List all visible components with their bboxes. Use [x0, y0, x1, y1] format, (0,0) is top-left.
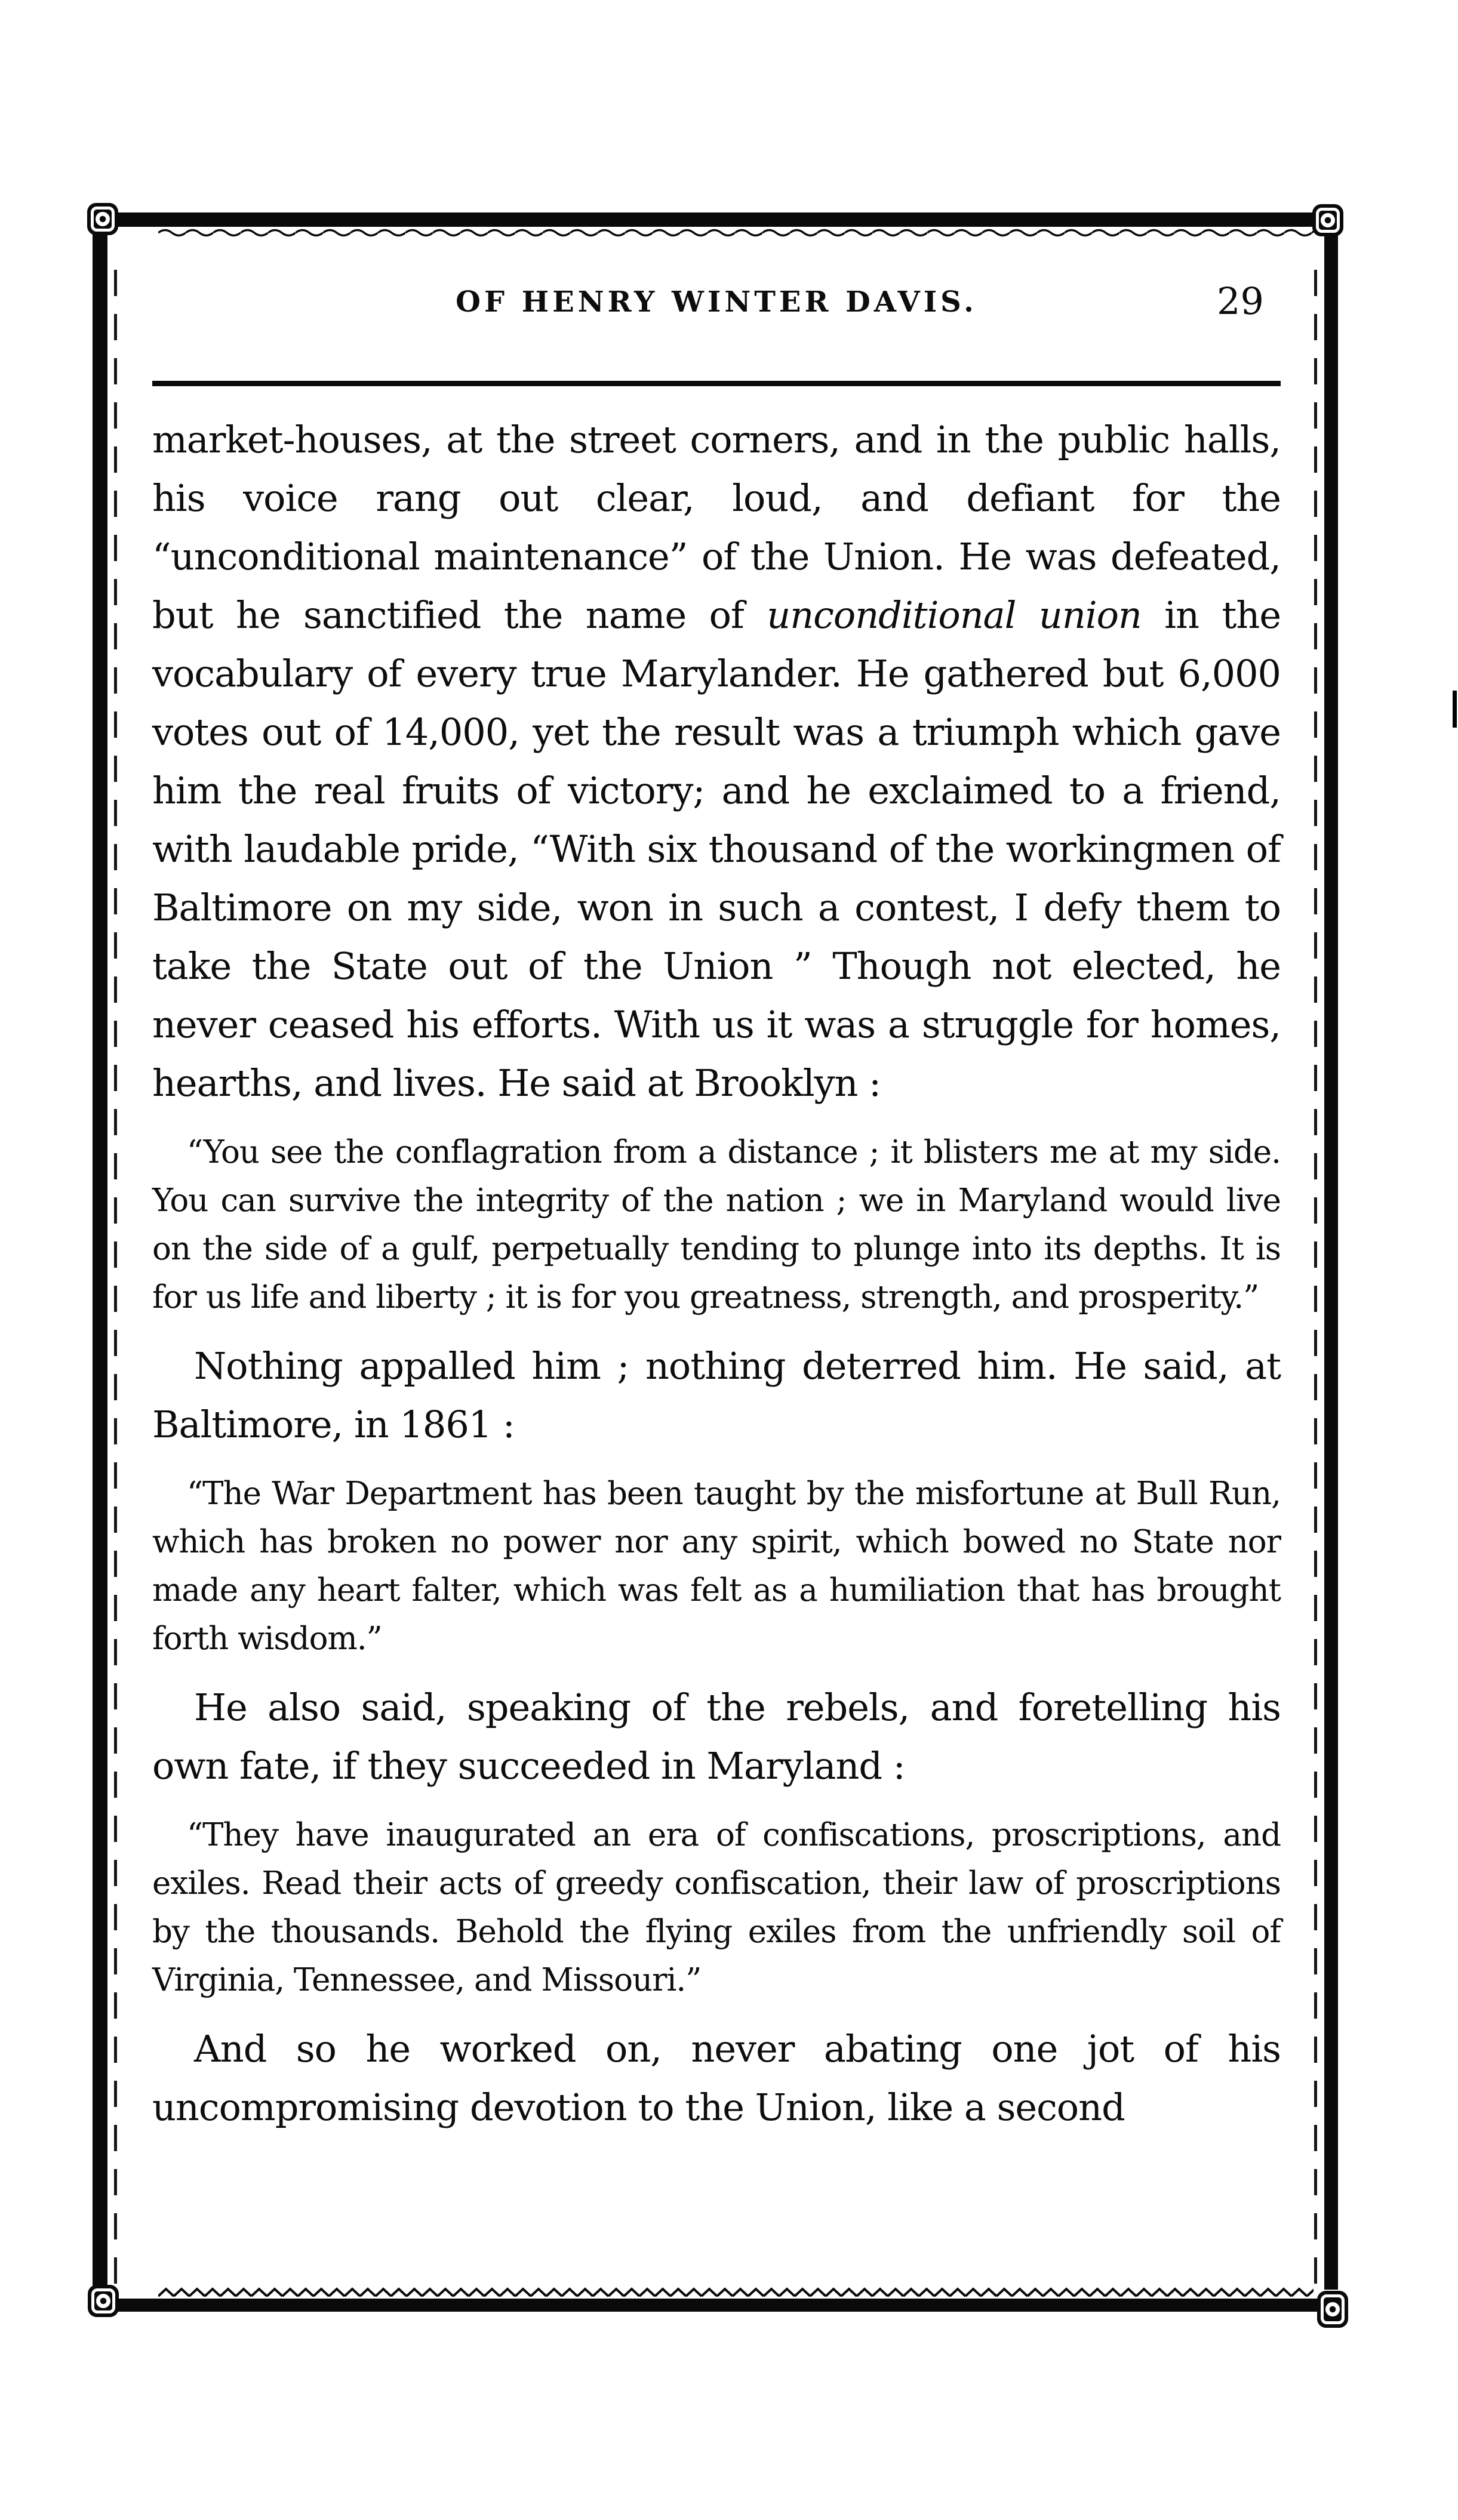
border-right-dashed-line	[1314, 270, 1317, 2287]
corner-ornament-top-left	[87, 203, 118, 235]
stray-ink-mark	[1453, 691, 1457, 728]
paragraph-nothing-appalled: Nothing appalled him ; nothing deterred him. He said, at Baltimore, in 1861 :	[152, 1344, 1281, 1446]
corner-ornament-bottom-right	[1317, 2291, 1348, 2328]
paragraph-market-houses	[152, 411, 1281, 1113]
bottom-zigzag-line	[158, 2287, 1314, 2299]
text-column	[152, 411, 1281, 2137]
border-right-bar	[1324, 233, 1338, 2290]
border-bottom-bar	[116, 2299, 1326, 2312]
block-quote-brooklyn: “You see the conflagration from a distance ; it blisters me at my side. You can survive the integrity of the nation ; we in Maryland would live on the side of a gulf, perpetually tending to plunge into its depths. It is for us life and liberty ; it is for you greatness, strength, and prosperity.”	[152, 1134, 1281, 1316]
paragraph-he-also-said: He also said, speaking of the rebels, and foretelling his own fate, if they succeeded in Maryland :	[152, 1686, 1281, 1788]
top-wavy-line	[158, 227, 1314, 237]
paragraph-text: in the vocabulary of every true Marylander. He gathered but 6,000 votes out of 14,000, yet the result was a triumph which gave him the real fruits of victory; and he exclaimed to a friend, with laudable pride, “With six thousand of the workingmen of Baltimore on my side, won in such a contest, I defy them to take the State out of the Union ” Though not elected, he never ceased his efforts. With us it was a struggle for homes, hearths, and lives. He said at Brooklyn :	[152, 593, 1281, 1105]
block-quote-confiscations: “They have inaugurated an era of confiscations, proscriptions, and exiles. Read their acts of greedy confiscation, their law of proscriptions by the thousands. Behold the flying exiles from the unfriendly soil of Virginia, Tennessee, and Missouri.”	[152, 1817, 1281, 1998]
running-title: OF HENRY WINTER DAVIS.	[456, 285, 977, 319]
corner-ornament-bottom-left	[88, 2285, 119, 2317]
italic-phrase: unconditional union	[767, 593, 1142, 637]
paragraph-text: market-houses, at the street corners, and in the public halls, his voice rang out clear, loud, and defiant for the “unconditional maintenance” of the Union. He was defeated, but he sanctified the name of	[152, 418, 1281, 637]
block-quote-war-department: “The War Department has been taught by the misfortune at Bull Run, which has broken no power nor any spirit, which bowed no State nor made any heart falter, which was felt as a humiliation that has brought forth wisdom.”	[152, 1475, 1281, 1657]
paragraph-and-so-he-worked: And so he worked on, never abating one jot of his uncompromising devotion to the Union, like a second	[152, 2027, 1281, 2129]
header-rule	[152, 381, 1281, 386]
border-left-bar	[93, 232, 107, 2288]
border-top-bar	[113, 212, 1315, 227]
border-left-dashed-line	[114, 270, 117, 2287]
page-number: 29	[1217, 279, 1264, 323]
corner-ornament-top-right	[1312, 204, 1343, 236]
